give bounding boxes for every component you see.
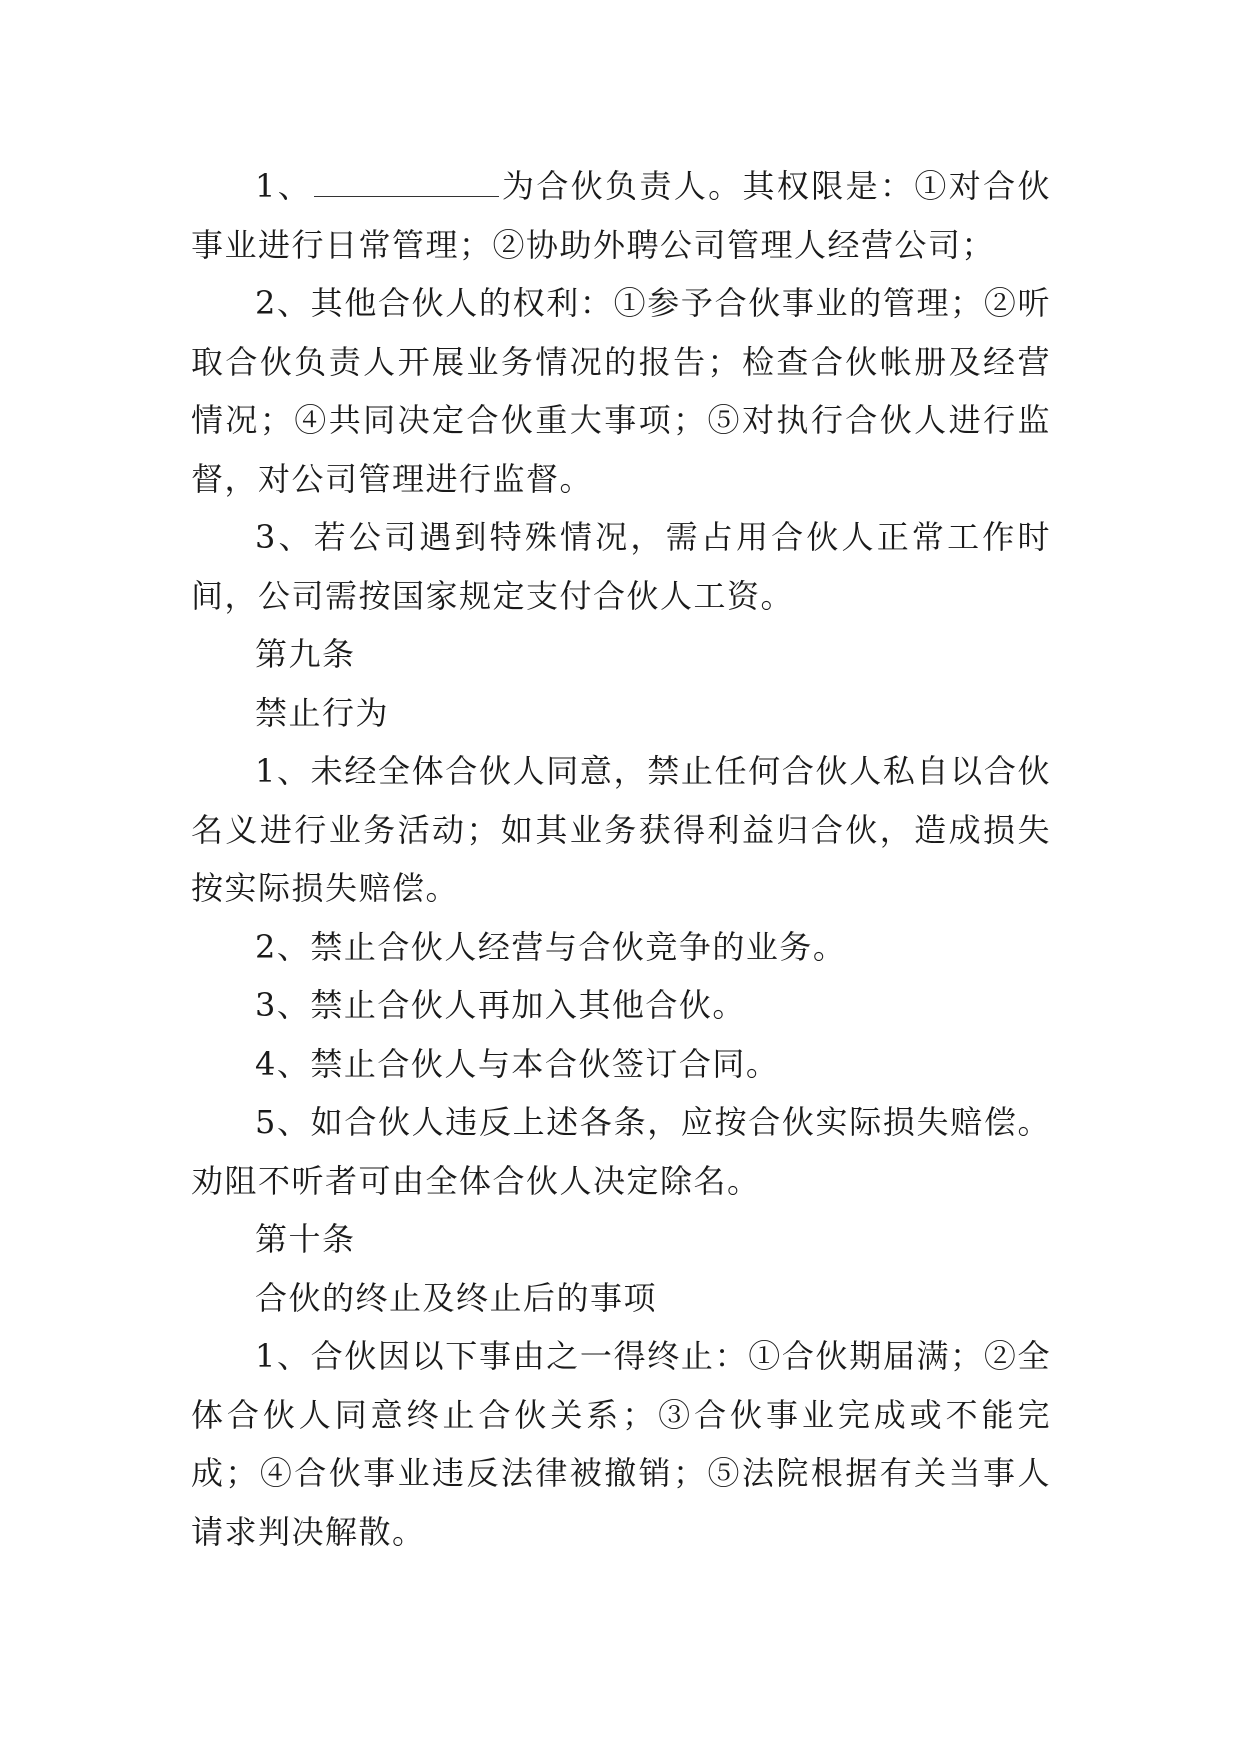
paragraph-partner-rights: 2、其他合伙人的权利：①参予合伙事业的管理；②听取合伙负责人开展业务情况的报告；检查合伙帐册及经营情况；④共同决定合伙重大事项；⑤对执行合伙人进行监督，对公司管理进行监督。	[191, 284, 1051, 498]
paragraph-prohibition-1: 1、未经全体合伙人同意，禁止任何合伙人私自以合伙名义进行业务活动；如其业务获得利益归合伙，造成损失按实际损失赔偿。	[191, 752, 1051, 907]
paragraph-termination-1: 1、合伙因以下事由之一得终止：①合伙期届满；②全体合伙人同意终止合伙关系；③合伙事业完成或不能完成；④合伙事业违反法律被撤销；⑤法院根据有关当事人请求判决解散。	[191, 1337, 1051, 1551]
article-heading-nine: 第九条	[255, 635, 356, 673]
paragraph-responsible-partner	[191, 157, 1051, 274]
document-body	[191, 157, 1051, 1561]
paragraph-text: 为合伙负责人。其权限是：①对合伙事业进行日常管理；②协助外聘公司管理人经营公司；	[191, 167, 1051, 264]
paragraph-prohibition-4: 4、禁止合伙人与本合伙签订合同。	[255, 1044, 780, 1083]
paragraph-number: 1、	[255, 167, 313, 205]
paragraph-prohibition-3: 3、禁止合伙人再加入其他合伙。	[255, 986, 746, 1024]
article-heading-ten: 第十条	[255, 1220, 356, 1258]
section-title-prohibited-acts: 禁止行为	[255, 693, 390, 732]
paragraph-special-circumstances: 3、若公司遇到特殊情况，需占用合伙人正常工作时间，公司需按国家规定支付合伙人工资。	[191, 518, 1051, 615]
paragraph-prohibition-5: 5、如合伙人违反上述各条，应按合伙实际损失赔偿。劝阻不听者可由全体合伙人决定除名。	[191, 1103, 1051, 1200]
paragraph-prohibition-2: 2、禁止合伙人经营与合伙竞争的业务。	[255, 927, 847, 966]
fill-in-blank	[314, 168, 499, 197]
section-title-termination: 合伙的终止及终止后的事项	[255, 1278, 658, 1317]
